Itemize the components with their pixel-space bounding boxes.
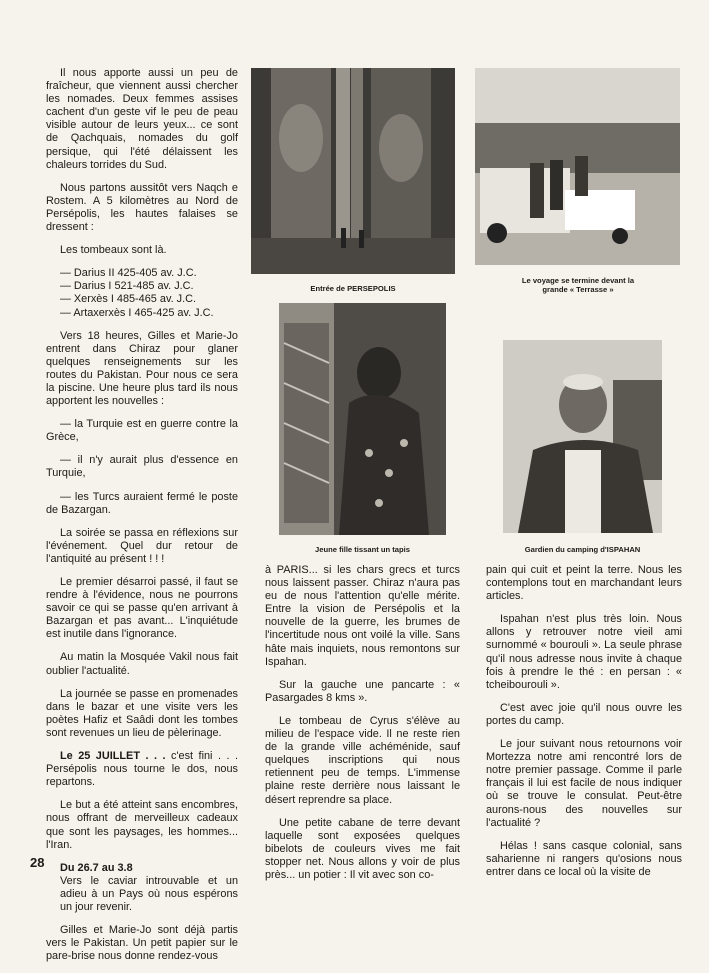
- news-item: — les Turcs auraient fermé le poste de Bazargan.: [46, 490, 238, 516]
- paragraph-text: c'est fini . . . Persépolis nous tourne le dos, nous repartons.: [46, 750, 239, 789]
- paragraph: Vers 18 heures, Gilles et Marie-Jo entrent dans Chiraz pour glaner quelques renseignements sur les routes du Pakistan. Pour nous ce sera la piscine. Une heure plus tard ils nous apportent les nouvelles :: [46, 329, 238, 408]
- paragraph: à PARIS... si les chars grecs et turcs nous laissent passer. Chiraz n'aura pas eu de nous l'attention qu'elle mérite. Entre la vision de Persépolis et la nouvelle de la guerre, les brumes de l'incertitude nous ont voilé la ville. Sans hâte mais inquiets, nous remontons sur Ispahan.: [265, 564, 460, 668]
- paragraph: Nous partons aussitôt vers Naqch e Rostem. A 5 kilomètres au Nord de Persépolis, les hautes falaises se dressent :: [46, 181, 238, 234]
- paragraph: Sur la gauche une pancarte : « Pasargades 8 kms ».: [265, 678, 460, 704]
- paragraph: Le but a été atteint sans encombres, nous offrant de merveilleux cadeaux que sont les paysages, les hommes... l'Iran.: [46, 799, 238, 851]
- paragraph: La journée se passe en promenades dans le bazar et une visite vers les poètes Hafiz et Saâdi dont les tombes sont revenues un lieu de pèlerinage.: [46, 687, 238, 739]
- date-heading: Le 25 JUILLET . . .: [60, 750, 166, 763]
- date-range-heading: Du 26.7 au 3.8: [60, 861, 133, 874]
- paragraph: C'est avec joie qu'il nous ouvre les portes du camp.: [486, 701, 682, 727]
- paragraph: Au matin la Mosquée Vakil nous fait oublier l'actualité.: [46, 651, 238, 677]
- paragraph: pain qui cuit et peint la terre. Nous les contemplons tout en marchandant leurs articles.: [486, 564, 682, 603]
- tomb-list-item: — Darius I 521-485 av. J.C.: [60, 280, 194, 293]
- tomb-list-item: — Darius II 425-405 av. J.C.: [60, 267, 197, 280]
- photo-persepolis: [251, 68, 455, 274]
- photo-terrasse: [475, 68, 680, 265]
- text-column-1: [46, 67, 238, 973]
- paragraph: Il nous apporte aussi un peu de fraîcheur, que viennent aussi chercher les nomades. Deux femmes assises cachent d'un geste vif le peu de peau visible autour de leurs yeux... ce sont de Qachquais, nomades du golf persique, qui l'été délaissent les chaleurs torrides du Sud.: [46, 67, 238, 171]
- paragraph: Gilles et Marie-Jo sont déjà partis vers le Pakistan. Un petit papier sur le pare-brise nous donne rendez-vous: [46, 924, 238, 963]
- paragraph: Une petite cabane de terre devant laquelle sont exposées quelques bibelots de couleurs vives me fait stopper net. Nous allons y voir de plus près... un potier : Il vit avec son co-: [265, 816, 460, 881]
- text-column-3: [486, 564, 682, 889]
- text-column-2: [265, 564, 460, 892]
- tomb-list-item: — Xerxès I 485-465 av. J.C.: [60, 293, 196, 306]
- page-number: 28: [30, 855, 45, 870]
- paragraph: Le jour suivant nous retournons voir Mortezza notre ami rencontré lors de notre premier passage. Comme il parle français il lui est facile de nous indiquer où se trouve le consulat. Peut-être aurons-nous des nouvelles sur l'actualité ?: [486, 738, 682, 829]
- paragraph: Les tombeaux sont là.: [60, 244, 167, 257]
- caption-tapis: Jeune fille tissant un tapis: [315, 545, 410, 554]
- caption-gardien: Gardien du camping d'ISPAHAN: [524, 545, 641, 554]
- paragraph: Vers le caviar introuvable et un adieu à un Pays où nous espérons un jour revenir.: [60, 874, 238, 913]
- paragraph: Ispahan n'est plus très loin. Nous allons y retrouver notre vieil ami surnommé « bourouli ». La seule phrase qu'il nous adresse nous invite à chaque fois à prendre le thé : en persan : « tcheibourouli ».: [486, 613, 682, 691]
- news-item: — il n'y aurait plus d'essence en Turquie,: [46, 454, 238, 480]
- photo-tapis: [279, 303, 446, 535]
- paragraph: Hélas ! sans casque colonial, sans saharienne ni rangers qu'osions nous entrer dans ce local où la visite de: [486, 839, 682, 878]
- caption-terrasse: Le voyage se termine devant la grande « Terrasse »: [521, 276, 635, 294]
- photo-gardien: [503, 340, 662, 533]
- paragraph: La soirée se passa en réflexions sur l'événement. Quel dur retour de l'antiquité au présent ! ! !: [46, 526, 238, 565]
- caption-persepolis: Entrée de PERSEPOLIS: [310, 284, 396, 293]
- paragraph: Le premier désarroi passé, il faut se rendre à l'évidence, nous ne pourrons savoir ce qui se passe qu'en arrivant à Bazargan et pas avant... L'inquiétude est inutile dans l'ignorance.: [46, 576, 238, 641]
- news-item: — la Turquie est en guerre contre la Grèce,: [46, 418, 238, 444]
- tomb-list-item: — Artaxerxès I 465-425 av. J.C.: [60, 306, 214, 319]
- paragraph: Le tombeau de Cyrus s'élève au milieu de l'espace vide. Il ne reste rien de la grande ville achéménide, sauf quelques inscriptions qui nous retiennent peu de temps. L'immense plaine reste derrière nous laissant le désert reprendre sa place.: [265, 714, 460, 806]
- paragraph: [46, 750, 238, 789]
